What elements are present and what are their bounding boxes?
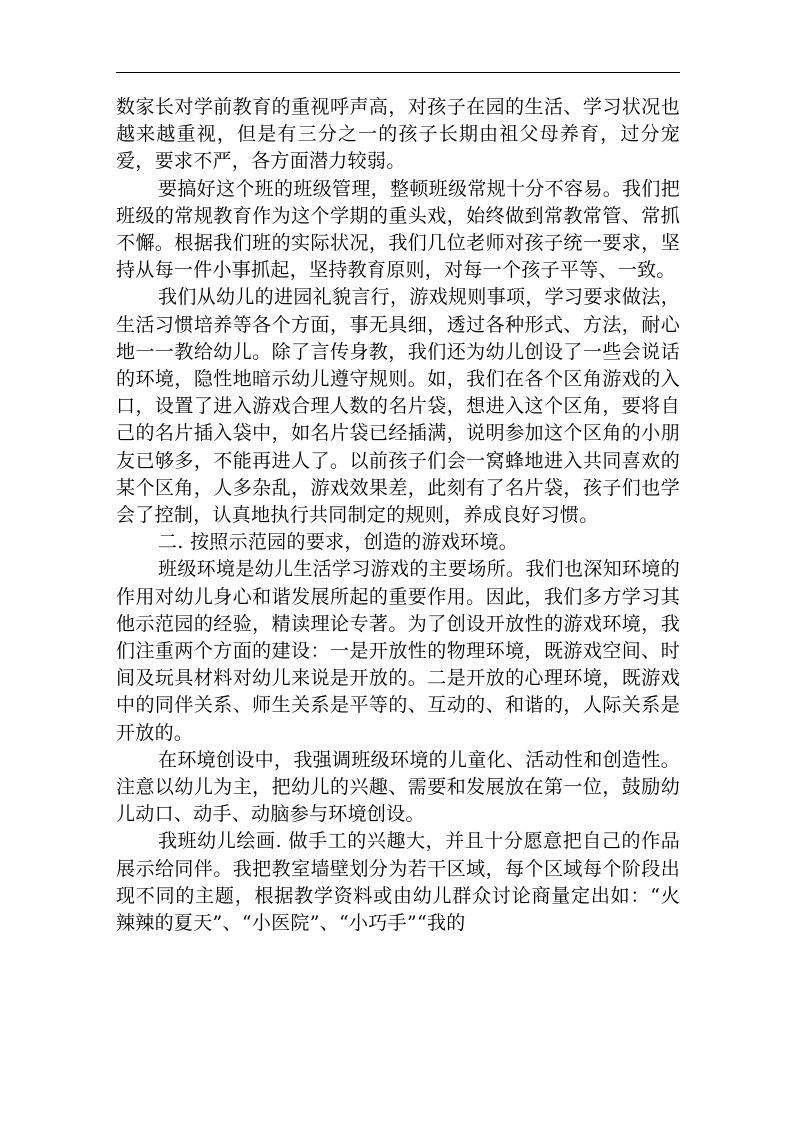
paragraph-3: 我们从幼儿的进园礼貌言行，游戏规则事项，学习要求做法，生活习惯培养等各个方面，事无具细，透过各种形式、方法，耐心地一一教给幼儿。除了言传身教，我们还为幼儿创设了一些会说话的环境，隐性地暗示幼儿遵守规则。如，我们在各个区角游戏的入口，设置了进入游戏合理人数的名片袋，想进入这个区角，要将自己的名片插入袋中，如名片袋已经插满，说明参加这个区角的小朋友已够多，不能再进人了。以前孩子们会一窝蜂地进入共同喜欢的某个区角，人多杂乱，游戏效果差，此刻有了名片袋，孩子们也学会了控制，认真地执行共同制定的规则，养成良好习惯。 <box>116 286 680 527</box>
paragraph-6: 我班幼儿绘画. 做手工的兴趣大，并且十分愿意把自己的作品展示给同伴。我把教室墙壁划分为若干区域，每个区域每个阶段出现不同的主题，根据教学资料或由幼儿群众讨论商量定出如：“火辣辣的夏天”、“小医院”、“小巧手”“我的 <box>116 830 680 935</box>
section-heading-2: 二. 按照示范园的要求，创造的游戏环境。 <box>158 531 519 554</box>
paragraph-4: 班级环境是幼儿生活学习游戏的主要场所。我们也深知环境的作用对幼儿身心和谐发展所起的重要作用。因此，我们多方学习其他示范园的经验，精读理论专著。为了创设开放性的游戏环境，我们注重两个方面的建设：一是开放性的物理环境，既游戏空间、时间及玩具材料对幼儿来说是开放的。二是开放的心理环境，既游戏中的同伴关系、师生关系是平等的、互动的、和谐的，人际关系是开放的。 <box>116 558 680 744</box>
paragraph-2: 要搞好这个班的班级管理，整顿班级常规十分不容易。我们把班级的常规教育作为这个学期的重头戏，始终做到常教常管、常抓不懈。根据我们班的实际状况，我们几位老师对孩子统一要求，坚持从每一件小事抓起，坚持教育原则，对每一个孩子平等、一致。 <box>116 177 680 282</box>
paragraph-1: 数家长对学前教育的重视呼声高，对孩子在园的生活、学习状况也越来越重视，但是有三分之一的孩子长期由祖父母养育，过分宠爱，要求不严，各方面潜力较弱。 <box>116 96 680 173</box>
paragraph-5: 在环境创设中，我强调班级环境的儿童化、活动性和创造性。注意以幼儿为主，把幼儿的兴趣、需要和发展放在第一位，鼓励幼儿动口、动手、动脑参与环境创设。 <box>116 748 680 826</box>
header-rule <box>116 72 680 73</box>
document-body <box>116 94 680 937</box>
